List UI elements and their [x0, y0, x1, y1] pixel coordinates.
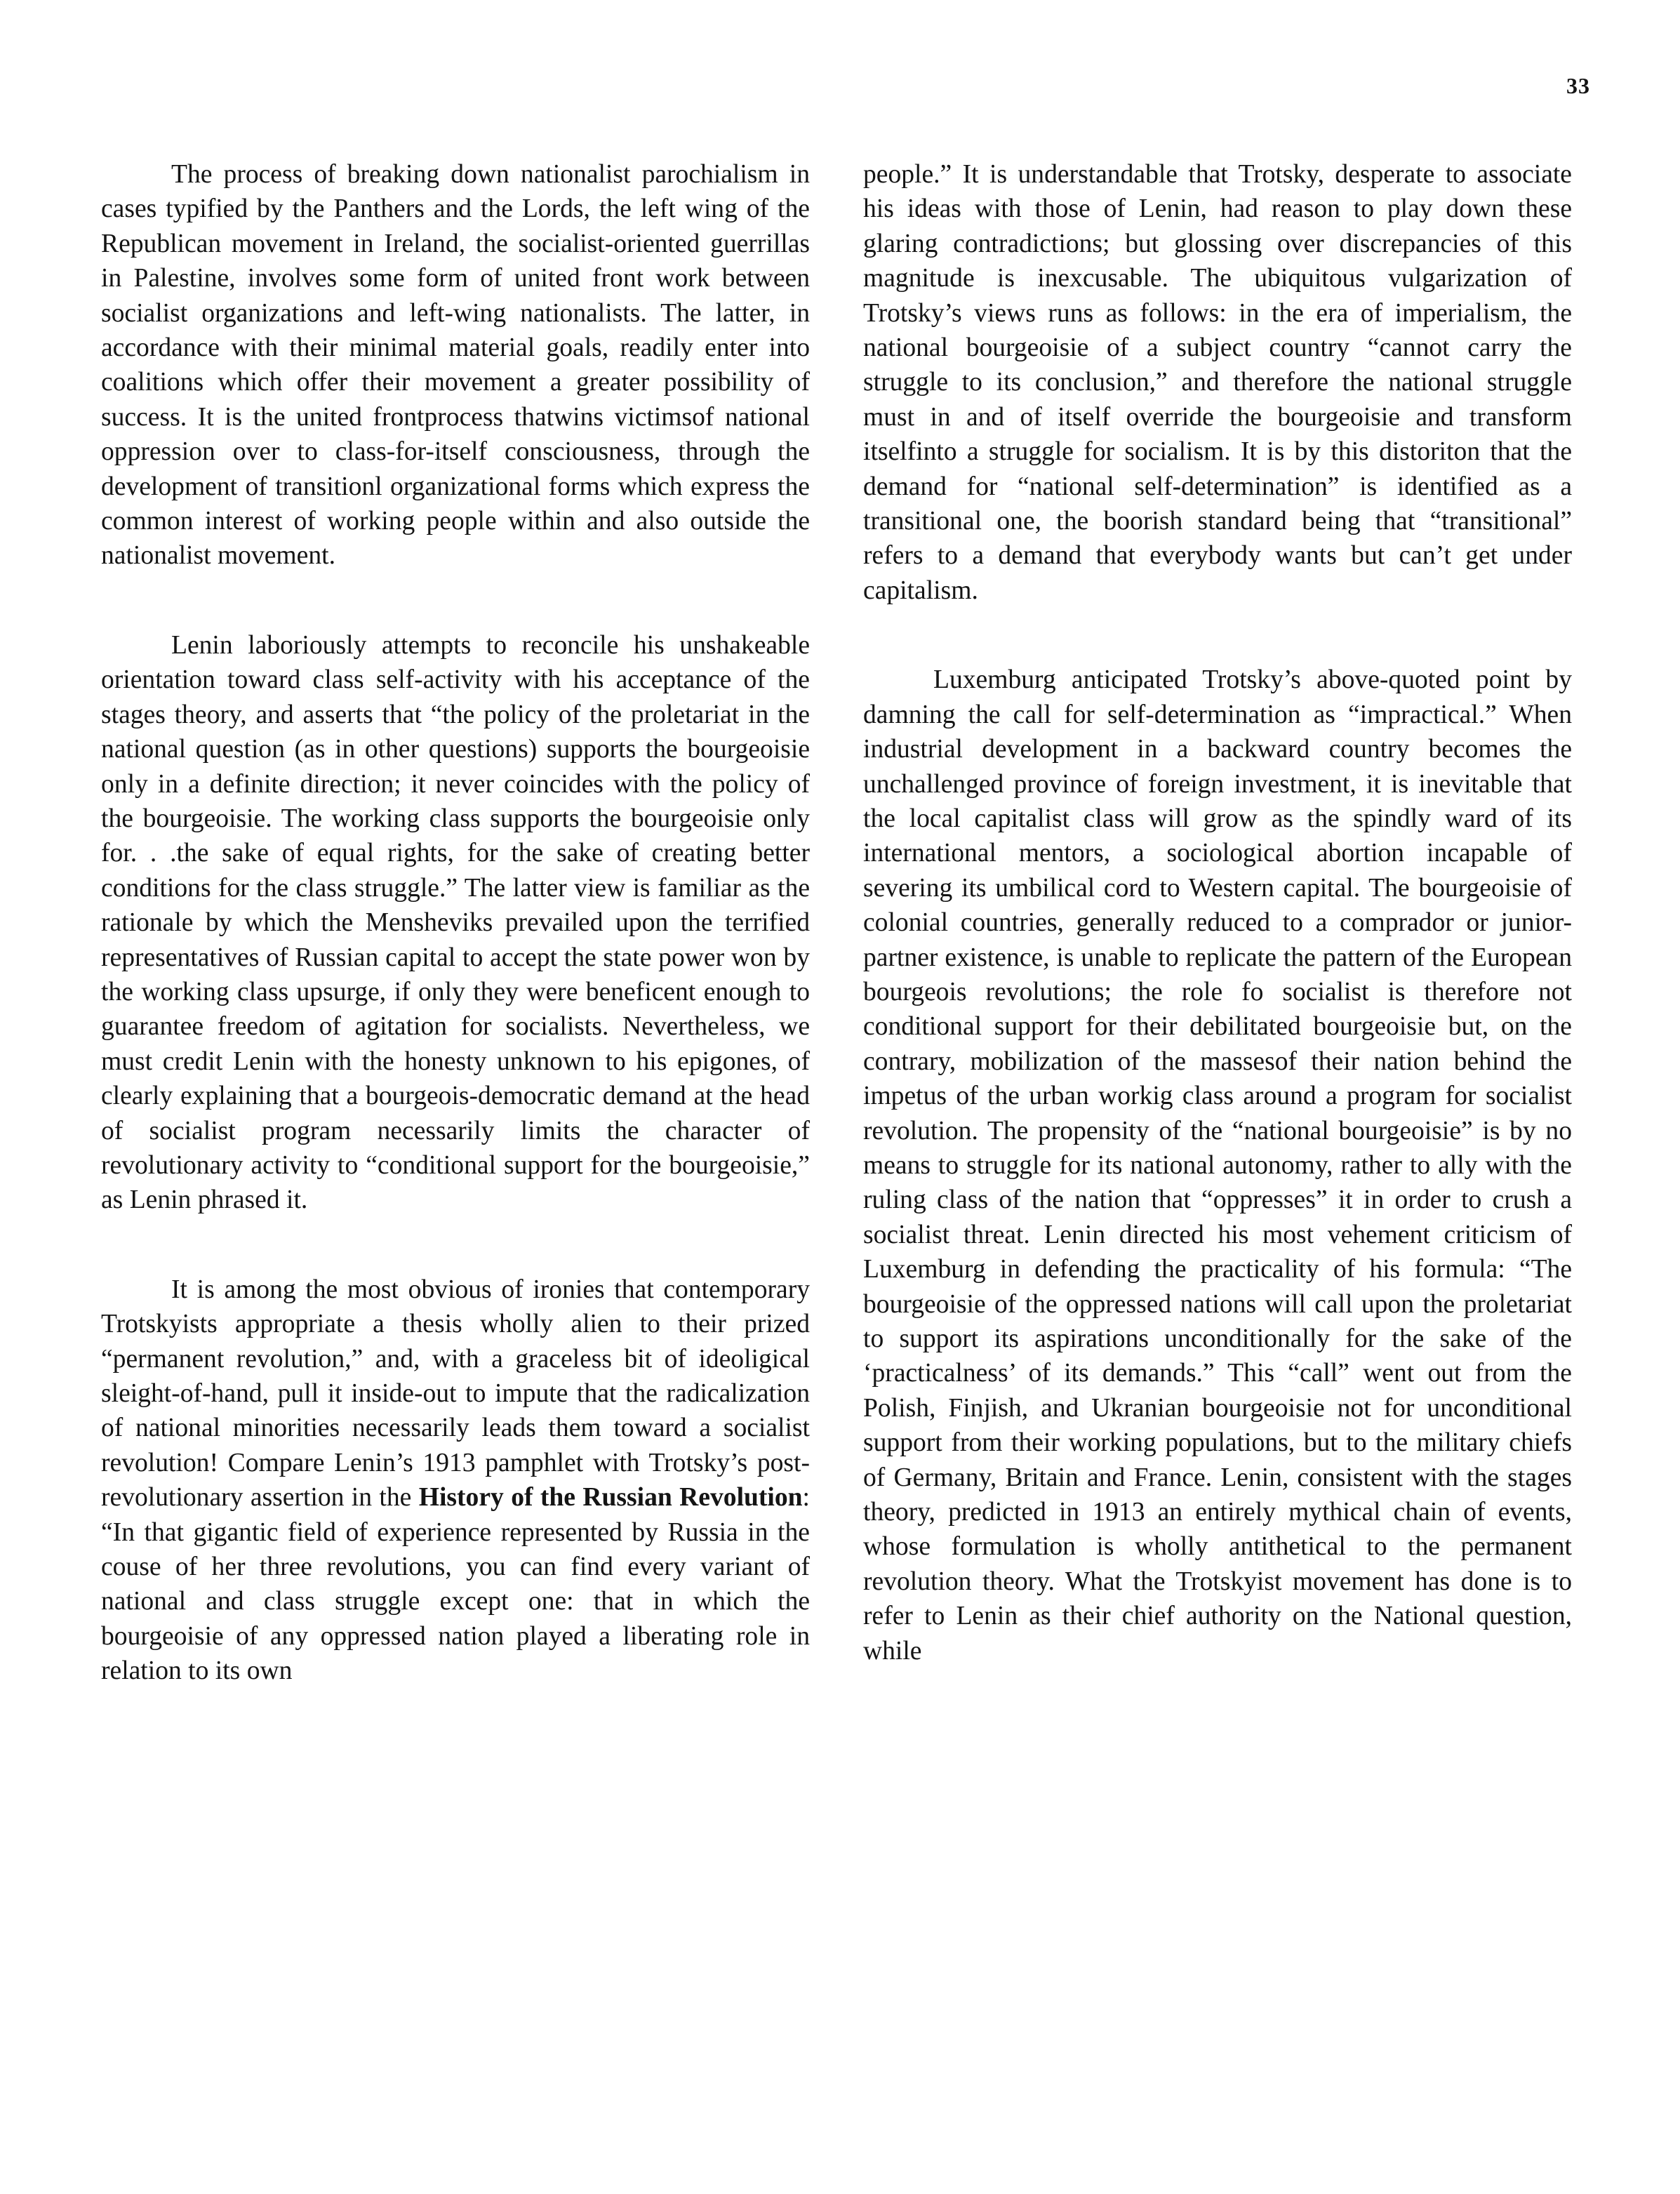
paragraph-lenin-stages-theory: Lenin laboriously attempts to reconcile his unshakeable orientation toward class self-activity with his acceptance of the stages theory, and asserts that “the policy of the proletariat in the national question (as in other questions) supports the bourgeoisie only in a definite direction; it never coincides with the policy of the bourgeoisie. The working class supports the bourgeoisie only for. . .the sake of equal rights, for the sake of creating better conditions for the class struggle.” The latter view is familiar as the rationale by which the Mensheviks prevailed upon the terrified representatives of Russian capital to accept the state power won by the working class upsurge, if only they were beneficent enough to guarantee freedom of agitation for socialists. Nevertheless, we must credit Lenin with the honesty unknown to his epigones, of clearly explaining that a bourgeois-democratic demand at the head of socialist program necessarily limits the character of revolutionary activity to “conditional support for the bourgeoisie,” as Lenin phrased it. — [101, 630, 810, 1215]
left-column — [101, 157, 810, 1743]
right-column — [863, 157, 1572, 1723]
paragraph-text-quote: : “In that gigantic field of experience represented by Russia in the couse of her three revolutions, you can find every variant of national and class struggle except one: that in which the bourgeoisie of any oppressed nation played a liberating role in relation to its own — [101, 1483, 810, 1686]
paragraph-luxemburg: Luxemburg anticipated Trotsky’s above-quoted point by damning the call for self-determination as “impractical.” When industrial development in a backward country becomes the unchallenged province of foreign investment, it is inevitable that the local capitalist class will grow as the spindly ward of its international mentors, a sociological abortion incapable of severing its umbilical cord to Western capital. The bourgeoisie of colonial countries, generally reduced to a comprador or junior-partner existence, is unable to replicate the pattern of the European bourgeois revolutions; the role fo socialist is therefore not conditional support for their debilitated bourgeoisie but, on the contrary, mobilization of the massesof their nation behind the impetus of the urban workig class around a program for socialist revolution. The propensity of the “national bourgeoisie” is by no means to struggle for its national autonomy, rather to ally with the ruling class of the nation that “oppresses” it in order to crush a socialist threat. Lenin directed his most vehement criticism of Luxemburg in defending the practicality of his formula: “The bourgeoisie of the oppressed nations will call upon the proletariat to support its aspirations unconditionally for the sake of the ‘practicalness’ of its demands.” This “call” went out from the Polish, Finjish, and Ukranian bourgeoisie not for unconditional support from their working populations, but to the military chiefs of Germany, Britain and France. Lenin, consistent with the stages theory, predicted in 1913 an entirely mythical chain of events, whose formulation is wholly antithetical to the permanent revolution theory. What the Trotskyist movement has done is to refer to Lenin as their chief authority on the National question, while — [863, 665, 1572, 1666]
paragraph-trotskyist-ironies — [101, 1272, 810, 1689]
paragraph-continuation: people.” It is understandable that Trotsky, desperate to associate his ideas with those of Lenin, had reason to play down these glaring contradictions; but glossing over discrepancies of this magnitude is inexcusable. The ubiquitous vulgarization of Trotsky’s views runs as follows: in the era of imperialism, the national bourgeoisie of a subject country “cannot carry the struggle to its conclusion,” and therefore the national struggle must in and of itself override the bourgeoisie and transform itselfinto a struggle for socialism. It is by this distoriton that the demand for “national self-determination” is identified as a transitional one, the boorish standard being that “transitional” refers to a demand that everybody wants but can’t get under capitalism. — [863, 160, 1572, 605]
book-title-emphasis: History of the Russian Revolution — [418, 1483, 803, 1512]
page-number: 33 — [1566, 73, 1590, 98]
paragraph-united-front: The process of breaking down nationalist parochialism in cases typified by the Panthers and the Lords, the left wing of the Republican movement in Ireland, the socialist-oriented guerrillas in Palestine, involves some form of united front work between socialist organizations and left-wing nationalists. The latter, in accordance with their minimal material goals, readily enter into coalitions which offer their movement a greater possibility of success. It is the united frontprocess thatwins victimsof national oppression over to class-for-itself consciousness, through the development of transitionl organizational forms which express the common interest of working people within and also outside the nationalist movement. — [101, 160, 810, 571]
paragraph-text-lead: It is among the most obvious of ironies that contemporary Trotskyists appropriate a thesis wholly alien to their prized “permanent revolution,” and, with a graceless bit of ideoligical sleight-of-hand, pull it inside-out to impute that the radicalization of national minorities necessarily leads them toward a socialist revolution! Compare Lenin’s 1913 pamphlet with Trotsky’s post-revolutionary assertion in the — [101, 1275, 810, 1512]
